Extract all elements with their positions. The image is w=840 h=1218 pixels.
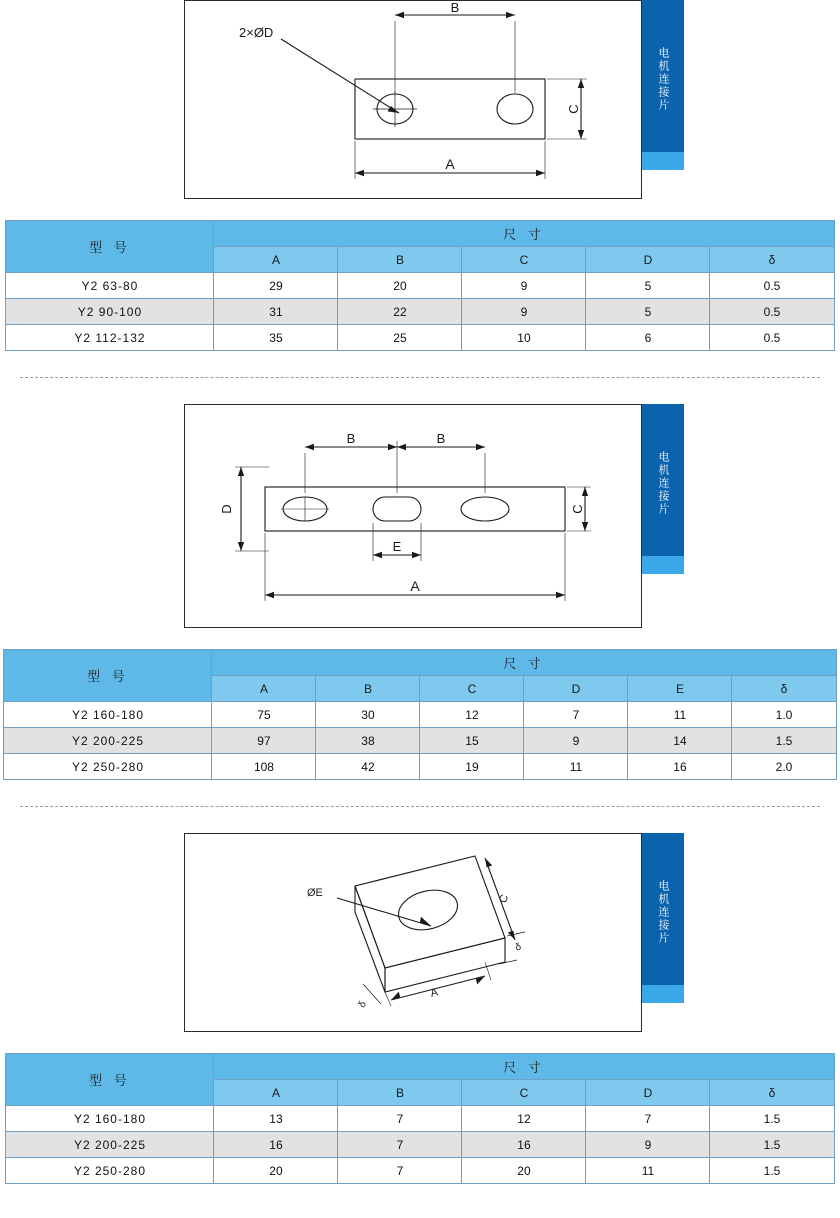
dim-B2-label: B (436, 431, 446, 446)
table-1-row-3-model: Y2 112-132 (6, 325, 214, 351)
table-1-row-2-B: 22 (338, 299, 462, 325)
table-2-row-3-D: 11 (524, 754, 628, 780)
table-3-row-1-C: 12 (462, 1106, 586, 1132)
table-2-row-3-E: 16 (628, 754, 732, 780)
figure-3-tab-foot (642, 985, 684, 1003)
table-1-row-2-delta: 0.5 (710, 299, 834, 325)
table-1-col-C: C (462, 247, 586, 273)
dim-A-label: A (429, 986, 440, 1000)
figure-2-tab-foot (642, 556, 684, 574)
table-2-row-3-model: Y2 250-280 (4, 754, 212, 780)
table-2-row-3-B: 42 (316, 754, 420, 780)
dim-C-label: C (497, 893, 512, 905)
table-2-row-3-delta: 2.0 (732, 754, 836, 780)
dim-A-label: A (410, 578, 420, 594)
table-1-row-3-D: 6 (586, 325, 710, 351)
table-3-col-delta: δ (710, 1080, 834, 1106)
table-2-col-D: D (524, 676, 628, 702)
table-row (6, 1132, 834, 1158)
dim-B1-label: B (346, 431, 356, 446)
dimension-table-2 (3, 649, 836, 780)
table-2-col-A: A (212, 676, 316, 702)
figure-2-tab (642, 404, 684, 556)
figure-1 (184, 0, 684, 200)
table-1-col-D: D (586, 247, 710, 273)
table-3-row-2-D: 9 (586, 1132, 710, 1158)
table-2-row-1-B: 30 (316, 702, 420, 728)
table-3-col-A: A (214, 1080, 338, 1106)
table-2-row-2-model: Y2 200-225 (4, 728, 212, 754)
table-1-row-1-A: 29 (214, 273, 338, 299)
table-row (4, 754, 836, 780)
table-3-row-3-D: 11 (586, 1158, 710, 1184)
table-2-col-E: E (628, 676, 732, 702)
figure-2-drawing (185, 405, 641, 627)
figure-2 (184, 404, 684, 629)
table-1-row-1-delta: 0.5 (710, 273, 834, 299)
section-1 (0, 0, 840, 351)
table-2-row-1-E: 11 (628, 702, 732, 728)
callout-OE: ØE (307, 887, 323, 899)
table-2-row-2-delta: 1.5 (732, 728, 836, 754)
table-2-dim-header: 尺 寸 (212, 650, 836, 676)
table-1-row-3-C: 10 (462, 325, 586, 351)
table-3-dim-header: 尺 寸 (214, 1054, 834, 1080)
table-3-col-D: D (586, 1080, 710, 1106)
table-3-row-3-C: 20 (462, 1158, 586, 1184)
table-3-row-1-model: Y2 160-180 (6, 1106, 214, 1132)
table-2-row-2-A: 97 (212, 728, 316, 754)
figure-2-tab-label: 电机连接片 (657, 450, 669, 516)
figure-3-tab (642, 833, 684, 985)
table-3-row-2-model: Y2 200-225 (6, 1132, 214, 1158)
table-3-header-row (6, 1054, 834, 1080)
table-3-row-1-A: 13 (214, 1106, 338, 1132)
figure-3-drawing (185, 834, 641, 1031)
table-1-row-3-B: 25 (338, 325, 462, 351)
table-1-col-B: B (338, 247, 462, 273)
table-1-header-row (6, 221, 834, 247)
table-3-row-3-B: 7 (338, 1158, 462, 1184)
table-1-row-2-model: Y2 90-100 (6, 299, 214, 325)
figure-2-frame (184, 404, 642, 628)
table-2-row-3-A: 108 (212, 754, 316, 780)
figure-3-frame (184, 833, 642, 1032)
dim-A-label: A (445, 156, 455, 172)
dimension-table-1 (5, 220, 834, 351)
dim-D-label: D (219, 504, 234, 514)
dim-delta-bottom-label: δ (356, 999, 369, 1010)
table-1-row-3-A: 35 (214, 325, 338, 351)
table-1-row-1-D: 5 (586, 273, 710, 299)
table-3-row-1-B: 7 (338, 1106, 462, 1132)
figure-3 (184, 833, 684, 1033)
table-1-row-1-C: 9 (462, 273, 586, 299)
table-1-model-header: 型 号 (6, 221, 214, 273)
table-row (6, 1158, 834, 1184)
table-row (4, 702, 836, 728)
table-3-row-2-C: 16 (462, 1132, 586, 1158)
table-2-row-2-B: 38 (316, 728, 420, 754)
table-2-row-3-C: 19 (420, 754, 524, 780)
table-1-dim-header: 尺 寸 (214, 221, 834, 247)
figure-1-tab-foot (642, 152, 684, 170)
table-3-col-C: C (462, 1080, 586, 1106)
table-2-row-2-E: 14 (628, 728, 732, 754)
table-2-header-row (4, 650, 836, 676)
table-2-row-1-A: 75 (212, 702, 316, 728)
table-1-row-2-A: 31 (214, 299, 338, 325)
table-2-row-2-C: 15 (420, 728, 524, 754)
dimension-table-3 (5, 1053, 834, 1184)
table-2-row-1-C: 12 (420, 702, 524, 728)
figure-1-tab (642, 0, 684, 152)
table-3-row-3-delta: 1.5 (710, 1158, 834, 1184)
section-2 (0, 404, 840, 780)
table-1-row-2-D: 5 (586, 299, 710, 325)
section-3 (0, 833, 840, 1184)
dim-E-label: E (392, 539, 402, 554)
dim-B-label: B (450, 1, 460, 15)
table-row (6, 325, 834, 351)
dim-C-label: C (570, 504, 585, 514)
table-3-row-1-delta: 1.5 (710, 1106, 834, 1132)
table-3-row-1-D: 7 (586, 1106, 710, 1132)
table-2-row-1-model: Y2 160-180 (4, 702, 212, 728)
table-1-col-A: A (214, 247, 338, 273)
table-1-col-delta: δ (710, 247, 834, 273)
table-3-model-header: 型 号 (6, 1054, 214, 1106)
table-2-row-2-D: 9 (524, 728, 628, 754)
table-1-row-1-model: Y2 63-80 (6, 273, 214, 299)
table-1-row-2-C: 9 (462, 299, 586, 325)
table-3-row-2-A: 16 (214, 1132, 338, 1158)
table-row (6, 273, 834, 299)
table-2-col-delta: δ (732, 676, 836, 702)
table-1-row-3-delta: 0.5 (710, 325, 834, 351)
table-3-row-2-delta: 1.5 (710, 1132, 834, 1158)
table-3-row-3-A: 20 (214, 1158, 338, 1184)
callout-2xD: 2×ØD (239, 25, 274, 40)
table-2-model-header: 型 号 (4, 650, 212, 702)
table-row (6, 299, 834, 325)
table-2-col-C: C (420, 676, 524, 702)
table-3-row-3-model: Y2 250-280 (6, 1158, 214, 1184)
dim-delta-right-label: δ (514, 941, 523, 954)
dim-C-label: C (566, 104, 581, 114)
figure-3-tab-label: 电机连接片 (657, 879, 669, 945)
table-1-row-1-B: 20 (338, 273, 462, 299)
table-3-col-B: B (338, 1080, 462, 1106)
table-row (4, 728, 836, 754)
table-2-row-1-D: 7 (524, 702, 628, 728)
table-row (6, 1106, 834, 1132)
figure-1-frame (184, 0, 642, 199)
figure-1-tab-label: 电机连接片 (657, 46, 669, 112)
table-2-col-B: B (316, 676, 420, 702)
figure-1-drawing (185, 1, 641, 198)
table-2-row-1-delta: 1.0 (732, 702, 836, 728)
table-3-row-2-B: 7 (338, 1132, 462, 1158)
